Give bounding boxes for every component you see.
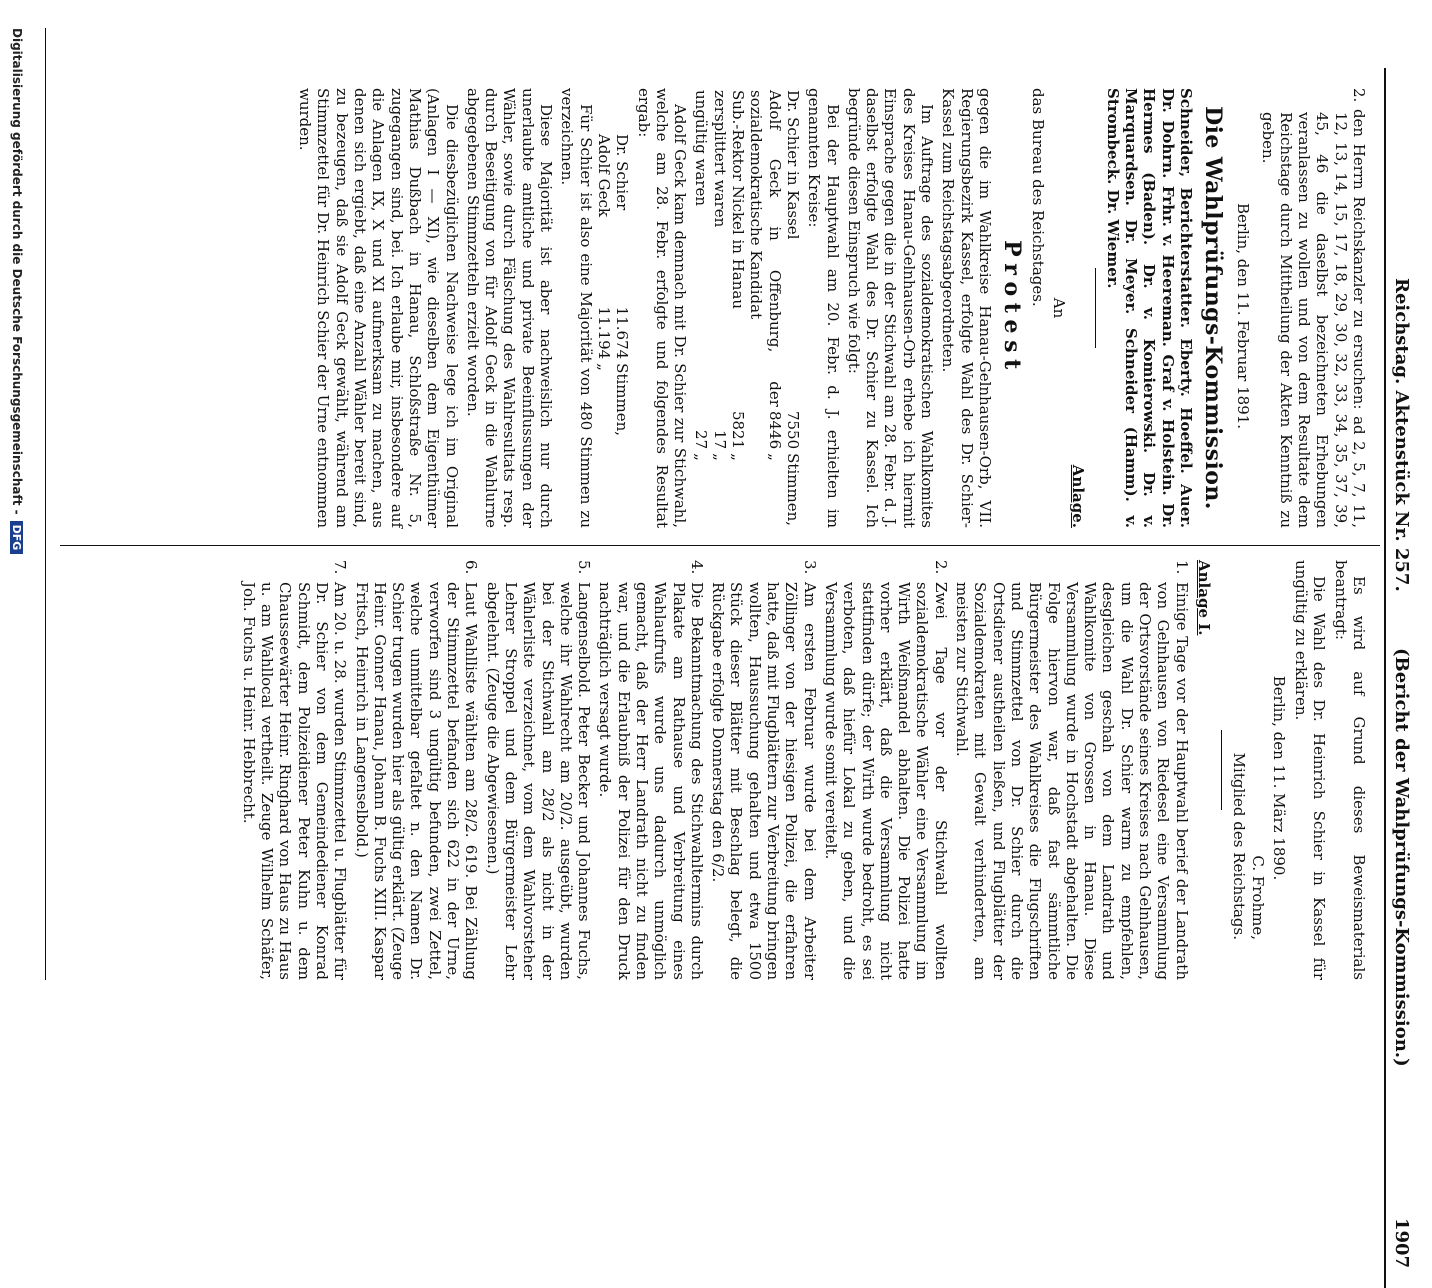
item-text: Zwei Tage vor der Stichwahl wollten sozialdemokratische Wähler eine Versammlung im Wirth Weißmandel abhalten. Die Polizei hatte vorher erklärt, daß die Versammlung nicht stattfinden dürfe; der Wirth wurde bedroht, es sei verboten, daß hiefür Lokal zu geben, und die Versammlung wurde somit vereitelt.	[821, 582, 950, 980]
vote-count: 27	[692, 430, 711, 450]
item-number: 5.	[575, 560, 594, 575]
vote-unit: „	[594, 363, 613, 371]
vote-count: 17	[710, 430, 729, 450]
vote-count: 11.674	[613, 306, 632, 360]
vote-unit: „	[692, 453, 711, 461]
table-row	[747, 88, 784, 528]
candidate-name: Sub.-Rektor Nickel in Hanau	[729, 90, 748, 310]
list-item	[239, 560, 349, 980]
signature-title: Mitglied des Reichstags.	[1230, 752, 1249, 940]
vote-unit: „	[710, 453, 729, 461]
candidate-name: Adolf Geck	[594, 134, 613, 217]
list-item	[352, 560, 480, 980]
vote-count: 8446	[765, 410, 784, 450]
left-column	[293, 88, 1368, 528]
item-number: 3.	[800, 560, 819, 575]
running-header	[1384, 68, 1424, 1288]
item-number: 7.	[331, 560, 350, 575]
table-row	[710, 88, 728, 528]
bottom-rule	[45, 28, 46, 980]
list-item	[953, 560, 1191, 980]
item-number: 2.	[931, 560, 950, 575]
header-center: (Bericht der Wahlprüfungs-Kommission.)	[1391, 648, 1412, 1067]
vote-unit: Stimmen,	[783, 453, 802, 526]
candidate-name: Dr. Schier in Kassel	[783, 90, 802, 240]
candidate-name: Dr. Schier	[613, 134, 632, 211]
date-line: Berlin, den 11. März 1890.	[1269, 675, 1288, 881]
separator	[1221, 730, 1222, 810]
anlage-heading: Anlage I.	[1194, 560, 1213, 636]
table-row	[613, 132, 631, 484]
vote-count: 5821	[729, 410, 748, 450]
page-number: 1907	[1391, 1218, 1412, 1269]
result-table	[595, 132, 632, 484]
address-bureau: das Bureau des Reichstages.	[1029, 88, 1048, 307]
item-text: Am ersten Februar wurde bei dem Arbeiter Zöllinger von der hiesigen Polizei, die erfahren hatte, daß mit Flugblättern zur Verbreitung bringen wollten, Haussuchung gehalten und etwa 1500 Stück dieser Blätter mit Beschlag belegt, die Rückgabe erfolgte Donnerstag den 6/2.	[709, 582, 819, 980]
digitization-footer	[6, 28, 24, 980]
anlage-label: Anlage.	[1068, 464, 1087, 528]
column-divider	[60, 545, 1380, 546]
item-number: 6.	[462, 560, 481, 575]
footer-text: Digitalisierung gefördert durch die Deutsche Forschungsgemeinschaft -	[10, 28, 24, 515]
table-row	[784, 88, 802, 528]
date-line: Berlin, den 11. Februar 1891.	[1234, 202, 1253, 430]
item-number: 4.	[687, 560, 706, 575]
right-column	[236, 560, 1368, 980]
list-item	[483, 560, 593, 980]
candidate-name: zersplittert waren	[710, 90, 729, 228]
header-left: Reichstag. Aktenstück Nr. 257.	[1391, 278, 1412, 592]
vote-count: 7550	[783, 410, 802, 450]
protest-paragraph-4: Für Schier ist also eine Majorität von 480 Stimmen zu verzeichnen.	[558, 88, 595, 528]
vote-count: 11.194	[594, 306, 613, 360]
anlage-items	[239, 560, 1190, 980]
commission-members: Schneider, Berichterstatter. Eberty. Hoeffel. Auer. Dr. Dohrn. Frhr. v. Heereman. Graf v. Holstein. Dr. Hermes (Baden). Dr. v. Komierowski. Dr. v. Marquardsen. Dr. Meyer. Schneider (Hamm). v. Strombeck. Dr. Wiemer.	[1103, 88, 1196, 528]
vote-unit: „	[765, 453, 784, 461]
commission-title: Die Wahlprüfungs-Kommission.	[1199, 106, 1226, 510]
item-text: Langenselbold. Peter Becker und Johannes Fuchs, welche ihr Wahlrecht am 20/2. ausgeübt, wurden bei der Stichwahl am 28/2 als nicht in der Wählerliste verzeichnet, vom dem Wahlvorsteher Lehrer Stroppel und dem Bürgermeister Lehr abgelehnt. (Zeuge die Abgewiesenen.)	[483, 582, 594, 980]
table-row	[692, 88, 710, 528]
vote-unit: Stimmen,	[613, 363, 632, 437]
address-an: An	[1050, 297, 1069, 319]
list-item	[822, 560, 950, 980]
item-2: 2. den Herrn Reichskanzler zu ersuchen: ad 2, 5, 7, 11, 12, 13, 14, 15, 17, 18, 29, 30, 32, 33, 34, 35, 37, 39, 45, 46 die daselbst bezeichneten Erhebungen veranlassen zu wollen und von dem Resultate dem Reichstage durch Mittheilung der Akten Kenntniß zu geben.	[1258, 88, 1368, 528]
protest-paragraph-2: Bei der Hauptwahl am 20. Febr. d. J. erhielten im genannten Kreise:	[805, 88, 842, 528]
candidate-name: ungültig waren	[692, 90, 711, 207]
item-number: 1.	[1172, 560, 1191, 575]
protest-paragraph-3: Adolf Geck kam demnach mit Dr. Schier zur Stichwahl, welche am 28. Febr. erfolgte und folgendes Resultat ergab:	[634, 88, 690, 528]
request-paragraph: Es wird auf Grund dieses Beweismaterials beantragt:	[1331, 560, 1368, 980]
item-text: Die Bekanntmachung des Stichwahltermins durch Plakate am Rathause und Verbreitung eines Wahlaufrufs wurde uns dadurch unmöglich gemacht, daß der Herr Landrath nicht zu finden war, und die Erlaubniß der Polizei für den Druck nachträglich versagt wurde.	[596, 582, 706, 980]
protest-paragraph-6: Die diesbezüglichen Nachweise lege ich im Original (Anlagen I — XI), wie dieselben dem Eigenthümer Mathias Dußbach in Hanau, Schloßstraße Nr. 5, zugegangen sind, bei. Ich erlaube mir, insbesondere auf die Anlagen IX, X und XI aufmerksam zu machen, aus denen sich ergiebt, daß eine Anzahl Wähler bereit sind, zu bezeugen, daß sie Adolf Geck gewählt, während am Stimmzettel für Dr. Heinrich Schier der Urne entnommen wurden.	[296, 88, 461, 529]
protest-paragraph-5: Diese Majorität ist aber nachweislich nur durch unerlaubte amtliche und private Beeinflussungen der Wähler, sowie durch Fälschung des Wahlresultats resp. durch Beseitigung von für Adolf Geck in die Wahlurne abgegebenen Stimmzetteln erzielt worden.	[463, 88, 556, 528]
item-text: Laut Wahlliste wählten am 28/2. 619. Bei Zählung der Stimmzettel befanden sich 622 in der Urne, verworfen sind 3 ungültig befunden, zwei Zettel, welche unmittelbar gefaltet n. den Namen Dr. Schier trugen wurden hier als gültig erklärt. (Zeuge Heinr. Gonner Hanau, Johann B. Fuchs XIII. Kaspar Fritsch, Heinrich in Langenselbold.)	[352, 582, 481, 980]
candidate-name: Adolf Geck in Offenburg, der sozialdemokratische Kandidat	[747, 90, 784, 407]
list-item	[709, 560, 819, 980]
protest-title: Protest	[998, 240, 1025, 376]
list-item	[596, 560, 706, 980]
protest-paragraph-1: Im Auftrage des sozialdemokratischen Wahlkomites des Kreises Hanau-Gelnhausen-Orb erhebe ich hiermit Einsprache gegen die in der Stichwahl am 28. Febr. d. J. daselbst erfolgte Wahl des Dr. Schier zu Kassel. Ich begründe diesen Einspruch wie folgt:	[844, 88, 936, 528]
signature-name: C. Frohme,	[1248, 855, 1267, 940]
dfg-logo: DFG	[10, 521, 23, 555]
table-row	[729, 88, 747, 528]
vote-unit: „	[729, 453, 748, 461]
separator	[1095, 268, 1096, 348]
protest-intro: gegen die im Wahlkreise Hanau-Gelnhausen-Orb, VII. Regierungsbezirk Kassel, erfolgte Wahl des Dr. Schier-Kassel zum Reichstagsabgeordneten.	[939, 88, 994, 528]
item-text: Einige Tage vor der Hauptwahl berief der Landrath von Gelnhausen von Riedesel eine Versammlung der Ortsvorstände seines Kreises nach Gelnhausen, um die Wahl Dr. Schier warm zu empfehlen, desgleichen geschah von dem Landrath und Wahlkomite von Grossen in Hanau. Diese Versammlung wurde in Hochstadt abgehalten. Die Folge hiervon war, daß fast sämmtliche Bürgermeister des Wahlkreises die Flugschriften und Stimmzettel von Dr. Schier durch die Ortsdiener austheilen ließen, und Flugblätter der Sozialdemokraten mit Gewalt verhinderten, am meisten zur Stichwahl.	[953, 582, 1191, 980]
item-text: Am 20. u. 28. wurden Stimmzettel u. Flugblätter für Dr. Schier von dem Gemeindediener Konrad Schmidt, dem Polizeidiener Peter Kuhn u. dem Chausseewärter Heinr. Ringhard von Haus zu Haus u. am Wahllocal vertheilt. Zeuge Wilhelm Schäfer, Joh. Fuchs u. Heinr. Hebbrecht.	[239, 582, 350, 980]
vote-table	[692, 88, 802, 528]
table-row	[595, 132, 613, 484]
request-paragraph-2: Die Wahl des Dr. Heinrich Schier in Kassel für ungültig zu erklären.	[1292, 560, 1329, 980]
